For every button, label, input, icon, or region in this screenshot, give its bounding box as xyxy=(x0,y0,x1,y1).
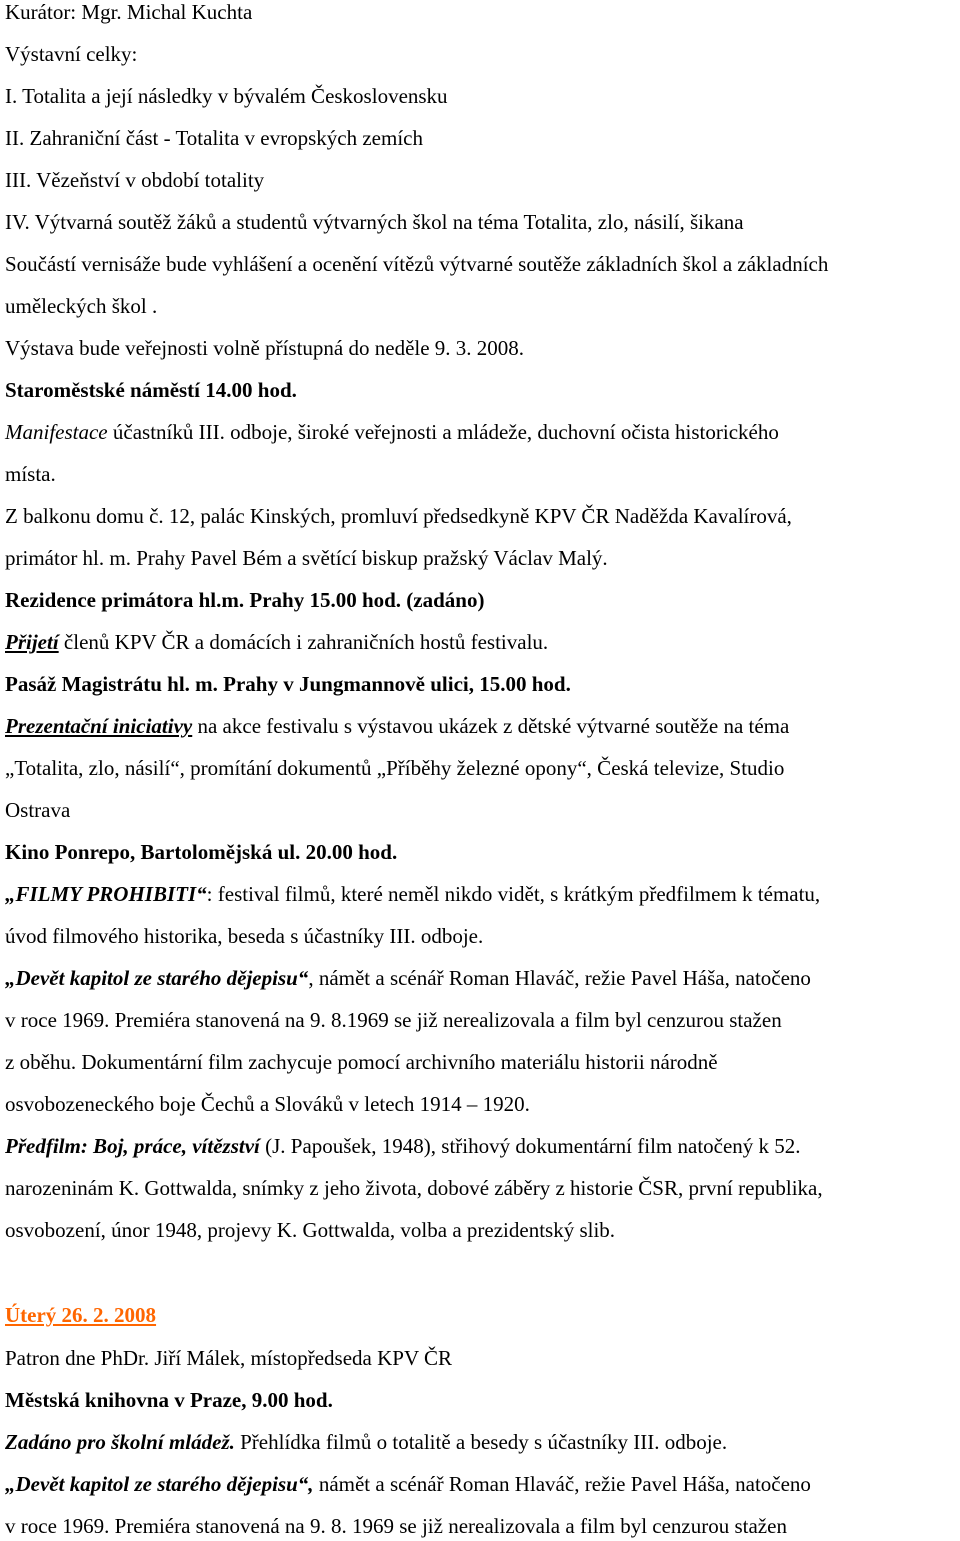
section-item-3: III. Vězeňství v období totality xyxy=(5,168,265,192)
section-item-4: IV. Výtvarná soutěž žáků a studentů výtvarných škol na téma Totalita, zlo, násilí, šikana xyxy=(5,210,744,234)
filmy-prohibiti-text xyxy=(5,882,820,906)
devet-kapitol-b-desc: námět a scénář Roman Hlaváč, režie Pavel Háša, natočeno xyxy=(313,1472,811,1496)
school-screening-desc: Přehlídka filmů o totalitě a besedy s účastníky III. odboje. xyxy=(234,1430,728,1454)
manifestation-text xyxy=(5,420,779,444)
venue-mayor-residence: Rezidence primátora hl.m. Prahy 15.00 hod. (zadáno) xyxy=(5,588,485,612)
vernissage-text: Součástí vernisáže bude vyhlášení a ocenění vítězů výtvarné soutěže základních škol a základních xyxy=(5,252,829,276)
devet-kapitol-text xyxy=(5,966,811,990)
reception-text xyxy=(5,630,548,654)
predfilm-text-cont-2: osvobození, únor 1948, projevy K. Gottwalda, volba a prezidentský slib. xyxy=(5,1218,616,1242)
vernissage-text-cont: uměleckých škol . xyxy=(5,294,158,318)
predfilm-title: Předfilm: Boj, práce, vítězství xyxy=(5,1134,260,1158)
devet-kapitol-b-title: „Devět kapitol ze starého dějepisu“, xyxy=(5,1472,314,1496)
manifestation-text-cont: místa. xyxy=(5,462,56,486)
day-heading: Úterý 26. 2. 2008 xyxy=(5,1303,157,1327)
filmy-prohibiti-title: „FILMY PROHIBITI“ xyxy=(5,882,207,906)
exhibition-open-text: Výstava bude veřejnosti volně přístupná do neděle 9. 3. 2008. xyxy=(5,336,525,360)
devet-kapitol-text-cont-3: osvobozeneckého boje Čechů a Slováků v letech 1914 – 1920. xyxy=(5,1092,530,1116)
balcony-text-cont: primátor hl. m. Prahy Pavel Bém a světící biskup pražský Václav Malý. xyxy=(5,546,608,570)
devet-kapitol-title: „Devět kapitol ze starého dějepisu“ xyxy=(5,966,309,990)
venue-magistrate-passage: Pasáž Magistrátu hl. m. Prahy v Jungmannově ulici, 15.00 hod. xyxy=(5,672,571,696)
presentation-text xyxy=(5,714,789,738)
sections-heading: Výstavní celky: xyxy=(5,42,138,66)
manifestation-desc: účastníků III. odboje, široké veřejnosti a mládeže, duchovní očista historického xyxy=(107,420,779,444)
manifestation-title: Manifestace xyxy=(5,420,108,444)
venue-old-town-square: Staroměstské náměstí 14.00 hod. xyxy=(5,378,297,402)
section-item-1: I. Totalita a její následky v bývalém Československu xyxy=(5,84,448,108)
balcony-text: Z balkonu domu č. 12, palác Kinských, promluví předsedkyně KPV ČR Naděžda Kavalírová, xyxy=(5,504,792,528)
devet-kapitol-desc: , námět a scénář Roman Hlaváč, režie Pavel Háša, natočeno xyxy=(308,966,811,990)
venue-kino-ponrepo: Kino Ponrepo, Bartolomějská ul. 20.00 hod. xyxy=(5,840,398,864)
devet-kapitol-b-text-cont: v roce 1969. Premiéra stanovená na 9. 8. 1969 se již nerealizovala a film byl cenzurou stažen xyxy=(5,1514,787,1538)
filmy-prohibiti-text-cont: úvod filmového historika, beseda s účastníky III. odboje. xyxy=(5,924,484,948)
predfilm-text xyxy=(5,1134,801,1158)
section-item-2: II. Zahraniční část - Totalita v evropských zemích xyxy=(5,126,423,150)
curator-line: Kurátor: Mgr. Michal Kuchta xyxy=(5,0,253,24)
devet-kapitol-b-text xyxy=(5,1472,811,1496)
reception-title: Přijetí xyxy=(5,630,59,654)
reception-desc: členů KPV ČR a domácích i zahraničních hostů festivalu. xyxy=(58,630,549,654)
filmy-prohibiti-desc: : festival filmů, které neměl nikdo vidět, s krátkým předfilmem k tématu, xyxy=(206,882,821,906)
devet-kapitol-text-cont-2: z oběhu. Dokumentární film zachycuje pomocí archivního materiálu historii národně xyxy=(5,1050,718,1074)
presentation-text-cont: „Totalita, zlo, násilí“, promítání dokumentů „Příběhy železné opony“, Česká televize, Studio xyxy=(5,756,785,780)
school-screening-text xyxy=(5,1430,727,1454)
devet-kapitol-text-cont: v roce 1969. Premiéra stanovená na 9. 8.1969 se již nerealizovala a film byl cenzurou stažen xyxy=(5,1008,782,1032)
presentation-text-cont-2: Ostrava xyxy=(5,798,71,822)
school-screening-title: Zadáno pro školní mládež. xyxy=(5,1430,235,1454)
predfilm-text-cont: narozeninám K. Gottwalda, snímky z jeho života, dobové záběry z historie ČSR, první republika, xyxy=(5,1176,823,1200)
presentation-title: Prezentační iniciativy xyxy=(5,714,193,738)
predfilm-desc: (J. Papoušek, 1948), střihový dokumentární film natočený k 52. xyxy=(259,1134,801,1158)
patron-line: Patron dne PhDr. Jiří Málek, místopředseda KPV ČR xyxy=(5,1346,453,1370)
venue-city-library: Městská knihovna v Praze, 9.00 hod. xyxy=(5,1388,333,1412)
presentation-desc: na akce festivalu s výstavou ukázek z dětské výtvarné soutěže na téma xyxy=(192,714,790,738)
